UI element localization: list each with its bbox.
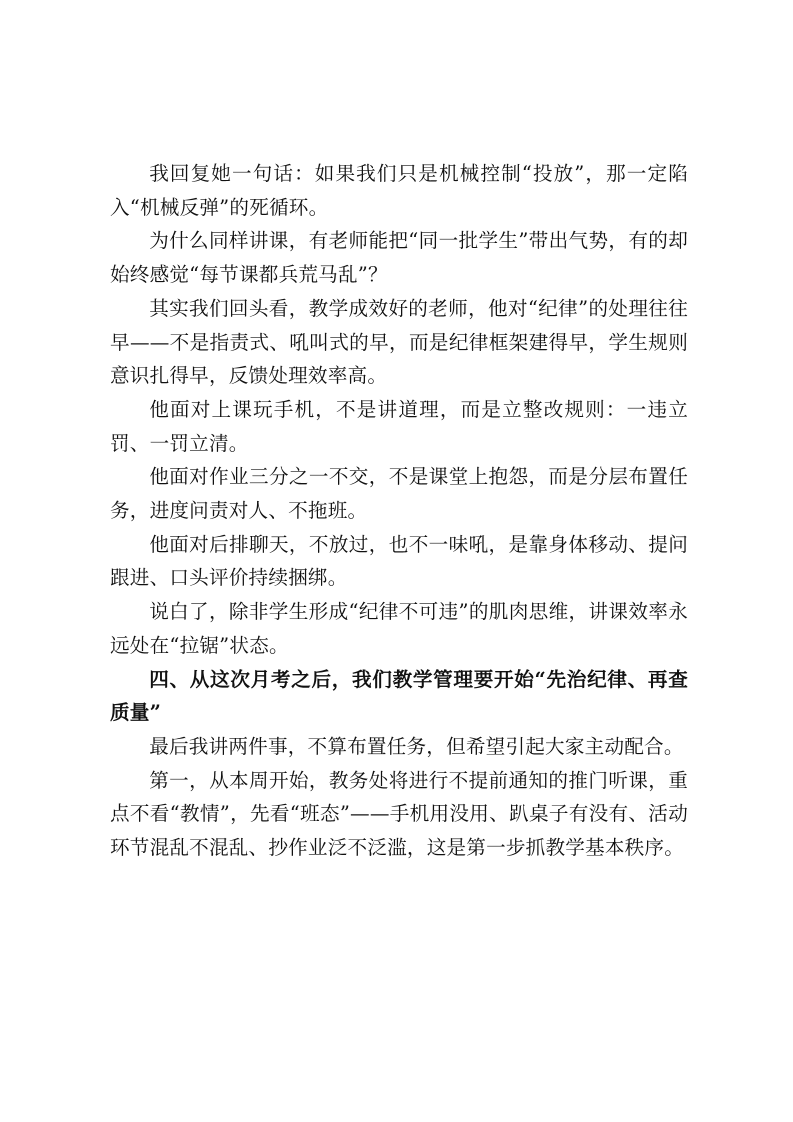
paragraph-back-row: 他面对后排聊天，不放过，也不一味吼，是靠身体移动、提问跟进、口头评价持续捆绑。 [110,532,688,590]
document-body [110,157,688,865]
paragraph-reply: 我回复她一句话：如果我们只是机械控制“投放”，那一定陷入“机械反弹”的死循环。 [110,162,688,219]
paragraph-two-things: 最后我讲两件事，不算布置任务，但希望引起大家主动配合。 [149,734,684,758]
paragraph-homework: 他面对作业三分之一不交，不是课堂上抱怨，而是分层布置任务，进度问责对人、不拖班。 [110,465,688,523]
paragraph-first-item: 第一，从本周开始，教务处将进行不提前通知的推门听课，重点不看“教情”，先看“班态”——手机用没用、趴桌子有没有、活动环节混乱不混乱、抄作业泛不泛滥，这是第一步抓教学基本秩序。 [110,768,688,860]
paragraph-question: 为什么同样讲课，有老师能把“同一批学生”带出气势，有的却始终感觉“每节课都兵荒马乱”？ [110,229,688,287]
paragraph-summary: 说白了，除非学生形成“纪律不可违”的肌肉思维，讲课效率永远处在“拉锯”状态。 [110,600,688,657]
paragraph-early-discipline: 其实我们回头看，教学成效好的老师，他对“纪律”的处理往往早——不是指责式、吼叫式的早，而是纪律框架建得早，学生规则意识扎得早，反馈处理效率高。 [110,296,688,388]
section-heading-four: 四、从这次月考之后，我们教学管理要开始“先治纪律、再查质量” [110,667,688,725]
paragraph-phone-rule: 他面对上课玩手机，不是讲道理，而是立整改规则：一违立罚、一罚立清。 [110,397,688,455]
